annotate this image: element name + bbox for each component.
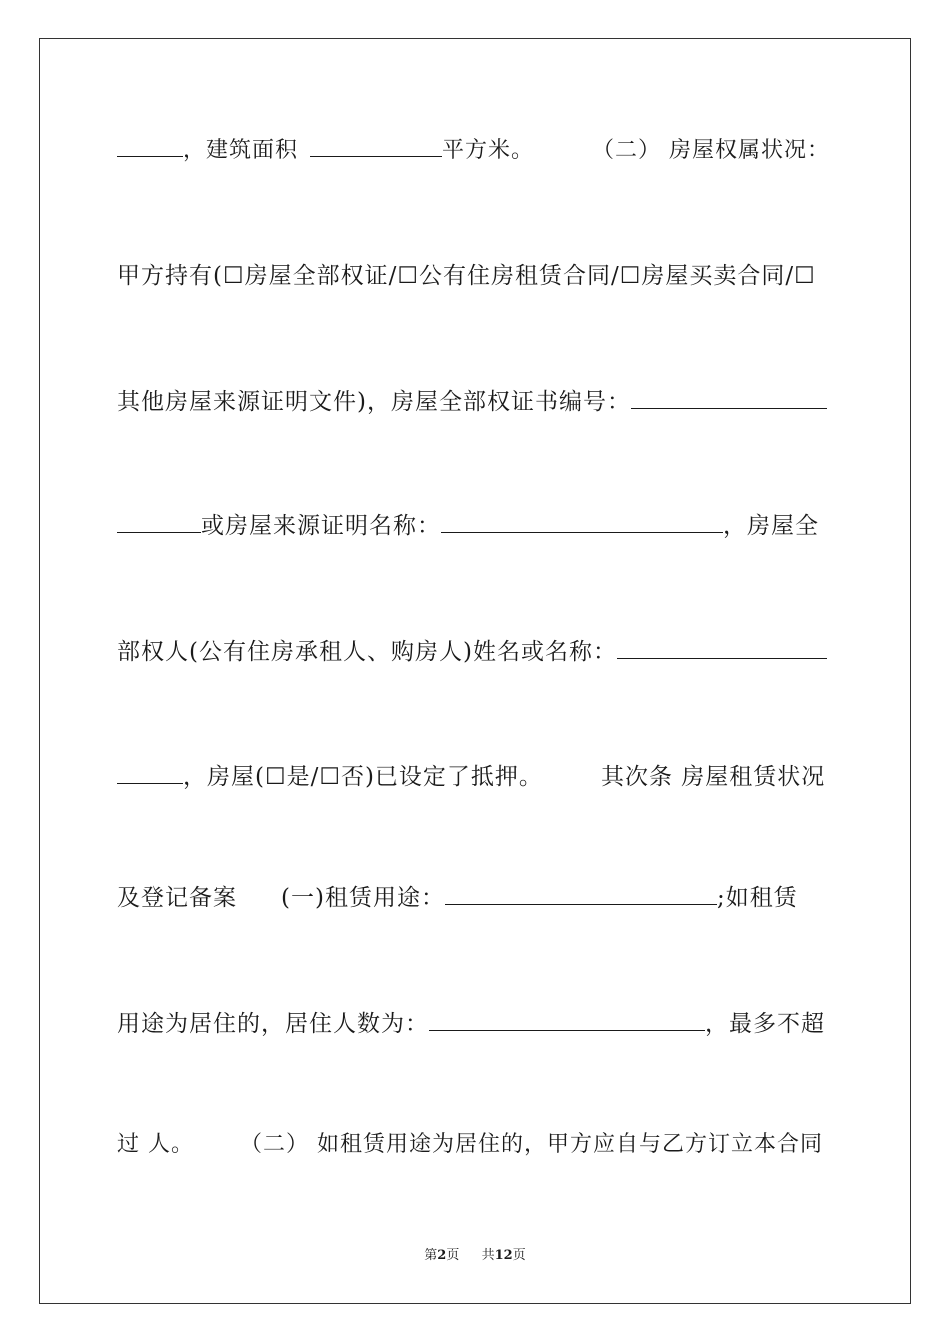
- fill-blank[interactable]: [429, 1006, 705, 1031]
- text-segment: ，房屋全: [723, 513, 819, 539]
- fill-blank[interactable]: [617, 634, 827, 659]
- text-segment: 及登记备案: [117, 885, 237, 911]
- text-segment: 部权人(公有住房承租人、购房人)姓名或名称：: [117, 639, 617, 665]
- fill-blank[interactable]: [310, 132, 442, 157]
- fill-blank[interactable]: [631, 384, 827, 409]
- text-segment: 过 人。: [117, 1132, 194, 1157]
- text-segment: 平方米。: [442, 138, 535, 163]
- text-line-7: [117, 880, 834, 916]
- text-line-5: [117, 634, 834, 670]
- text-line-6: [117, 759, 834, 795]
- text-segment: ，房屋(☐是/☐否)已设定了抵押。: [183, 764, 543, 790]
- text-line-2: [117, 258, 834, 294]
- text-segment: ;如租赁: [716, 885, 798, 911]
- page-number: 2: [437, 1248, 447, 1263]
- text-line-4: [117, 508, 834, 544]
- page-border: [39, 38, 911, 1304]
- text-segment: 用途为居住的，居住人数为：: [117, 1011, 429, 1037]
- fill-blank[interactable]: [117, 759, 183, 784]
- fill-blank[interactable]: [117, 132, 183, 157]
- text-segment: （二） 如租赁用途为居住的，甲方应自与乙方订立本合同: [240, 1132, 823, 1157]
- text-segment: 或房屋来源证明名称：: [201, 513, 441, 539]
- text-segment: （二） 房屋权属状况：: [592, 138, 831, 163]
- text-segment: ，最多不超: [705, 1011, 825, 1037]
- fill-blank[interactable]: [117, 508, 201, 533]
- text-segment: 其次条 房屋租赁状况: [600, 764, 826, 790]
- text-segment: (一)租赁用途：: [281, 885, 445, 911]
- text-line-3: [117, 384, 834, 420]
- fill-blank[interactable]: [445, 880, 717, 905]
- text-segment: ，建筑面积: [183, 138, 299, 163]
- text-segment: 其他房屋来源证明文件)，房屋全部权证书编号：: [117, 389, 631, 415]
- fill-blank[interactable]: [441, 508, 723, 533]
- total-pages: 12: [494, 1248, 513, 1263]
- text-segment: 甲方持有(☐房屋全部权证/☐公有住房租赁合同/☐房屋买卖合同/☐: [117, 263, 816, 289]
- page-footer: 第2页 共12页: [424, 1248, 526, 1263]
- text-line-9: [117, 1127, 834, 1163]
- text-line-1: [117, 132, 834, 168]
- text-line-8: [117, 1006, 834, 1042]
